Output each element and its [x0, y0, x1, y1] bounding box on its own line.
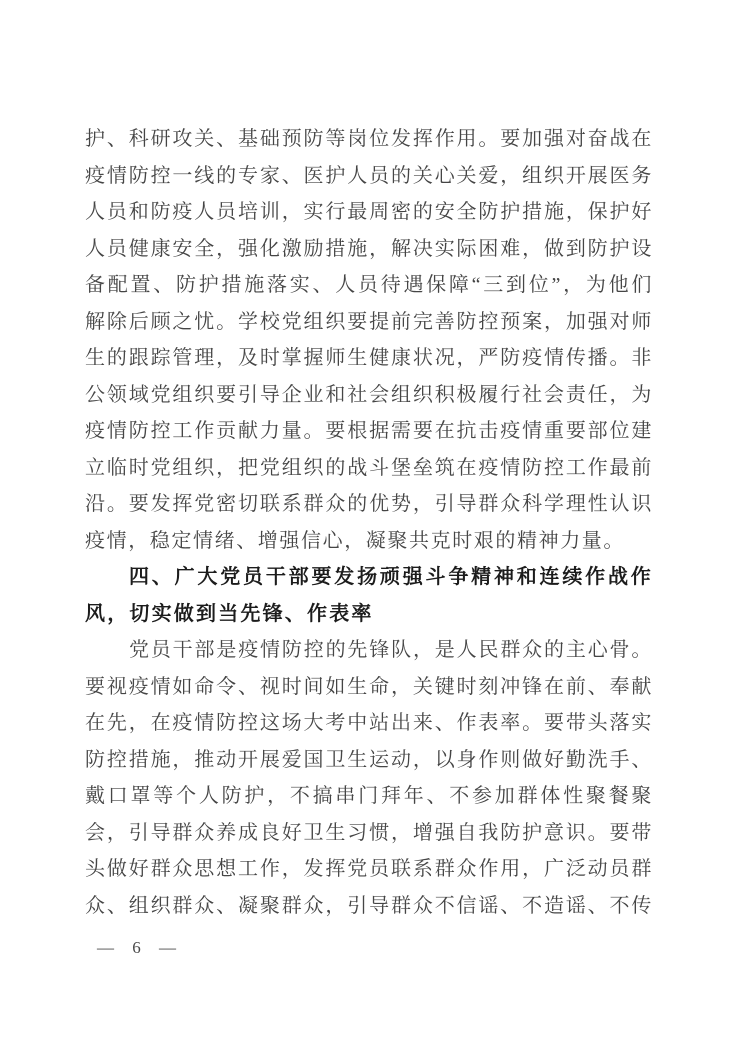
text-line: 戴口罩等个人防护，不搞串门拜年、不参加群体性聚餐聚	[85, 785, 653, 807]
text-line: 疫情，稳定情绪、增强信心，凝聚共克时艰的精神力量。	[85, 529, 625, 552]
text-line: 会，引导群众养成良好卫生习惯，增强自我防护意识。要带	[85, 821, 653, 844]
text-line: 公领域党组织要引导企业和社会组织积极履行社会责任，为	[85, 383, 653, 406]
heading-line: 风，切实做到当先锋、作表率	[85, 602, 374, 625]
text-line: 党员干部是疫情防控的先锋队，是人民群众的主心骨。	[129, 639, 653, 661]
text-line: 解除后顾之忧。学校党组织要提前完善防控预案，加强对师	[85, 310, 653, 333]
text-line: 疫情防控工作贡献力量。要根据需要在抗击疫情重要部位建	[85, 420, 653, 442]
heading-line: 四、广大党员干部要发扬顽强斗争精神和连续作战作	[129, 566, 653, 588]
text-line: 立临时党组织，把党组织的战斗堡垒筑在疫情防控工作最前	[85, 456, 653, 479]
text-line: 人员和防疫人员培训，实行最周密的安全防护措施，保护好	[85, 201, 653, 223]
text-line: 人员健康安全，强化激励措施，解决实际困难，做到防护设	[85, 237, 653, 260]
text-line: 防控措施，推动开展爱国卫生运动，以身作则做好勤洗手、	[85, 748, 653, 771]
page-number: — 6 —	[97, 938, 177, 957]
text-line: 备配置、防护措施落实、人员待遇保障“三到位”，为他们	[85, 274, 653, 296]
document-body	[85, 121, 653, 924]
text-line: 沿。要发挥党密切联系群众的优势，引导群众科学理性认识	[85, 493, 653, 515]
text-line: 疫情防控一线的专家、医护人员的关心关爱，组织开展医务	[85, 164, 653, 187]
text-line: 生的跟踪管理，及时掌握师生健康状况，严防疫情传播。非	[85, 347, 653, 369]
text-line: 护、科研攻关、基础预防等岗位发挥作用。要加强对奋战在	[85, 128, 653, 150]
text-line: 要视疫情如命令、视时间如生命，关键时刻冲锋在前、奉献	[85, 675, 653, 698]
text-line: 众、组织群众、凝聚群众，引导群众不信谣、不造谣、不传	[85, 894, 653, 917]
text-line: 头做好群众思想工作，发挥党员联系群众作用，广泛动员群	[85, 858, 653, 880]
text-line: 在先，在疫情防控这场大考中站出来、作表率。要带头落实	[85, 712, 653, 734]
